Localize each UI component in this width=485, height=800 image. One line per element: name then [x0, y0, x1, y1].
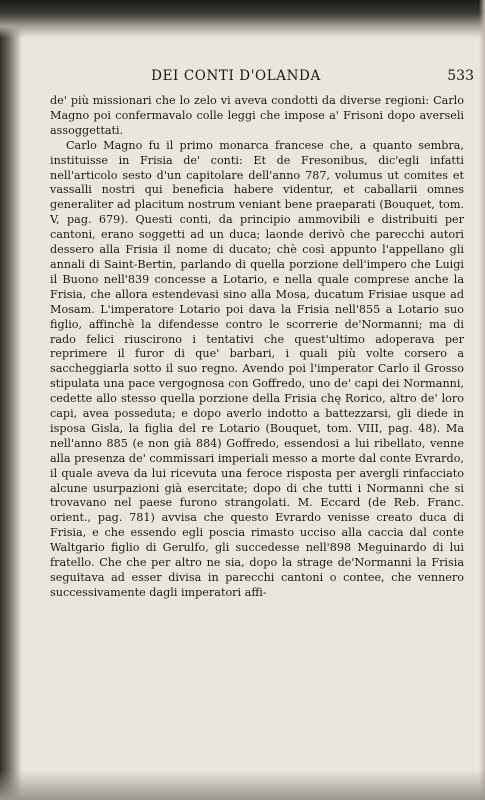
bottom-edge-shadow — [0, 770, 485, 800]
page-header — [44, 66, 474, 88]
page-number: 533 — [447, 68, 474, 84]
body-text — [50, 94, 464, 601]
binding-gutter-shadow — [0, 0, 22, 800]
running-title: DEI CONTI D'OLANDA — [151, 68, 321, 84]
paragraph-continuation: de' più missionari che lo zelo vi aveva condotti da diverse regioni: Carlo Magno poi confermavalo colle leggi che impose a' Frisoni dopo averseli assoggettati. — [50, 94, 464, 137]
right-page-edge — [479, 0, 485, 800]
paragraph-carlo-magno: Carlo Magno fu il primo monarca francese che, a quanto sembra, instituisse in Frisia de' conti: Et de Fresonibus, dic'egli infatti nell'articolo sesto d'un capitolare dell'anno 787, volumus ut comites et vassalli nostri qui beneficia habere videntur, et caballarii omnes generaliter ad placitum nostrum veniant bene praeparati (Bouquet, tom. V, pag. 679). Questi conti, da principio ammovibili e distribuiti per cantoni, erano soggetti ad un duca; laonde derivò che parecchi autori dessero alla Frisia il nome di ducato; chè così appunto l'appellano gli annali di Saint-Bertin, parlando di quella porzione dell'impero che Luigi il Buono nell'839 concesse a Lotario, e nella quale comprese anche la Frisia, che allora estendevasi sino alla Mosa, ducatum Frisiae usque ad Mosam. L'imperatore Lotario poi dava la Frisia nell'855 a Lotario suo figlio, affinchè la difendesse contro le scorrerie de'Normanni; ma di rado felici riuscirono i tentativi che quest'ultimo adoperava per reprimere il furor di que' barbari, i quali più volte corsero a saccheggiarla sotto il suo regno. Avendo poi l'imperator Carlo il Grosso stipulata una pace vergognosa con Goffredo, uno de' capi dei Normanni, cedette allo stesso quella porzione della Frisia chę Rorico, altro de' loro capi, avea posseduta; e dopo averlo indotto a battezzarsi, gli diede in isposa Gisla, la figlia del re Lotario (Bouquet, tom. VIII, pag. 48). Ma nell'anno 885 (e non già 884) Goffredo, essendosi a lui ribellato, venne alla presenza de' commissari imperiali messo a morte dal conte Evrardo, il quale aveva da lui ricevuta una feroce risposta per avergli rinfacciato alcune usurpazioni già esercitate; dopo di che tutti i Normanni che si trovavano nel paese furono strangolati. M. Eccard (de Reb. Franc. orient., pag. 781) avvisa che questo Evrardo venisse creato duca di Frisia, e che essendo egli poscia rimasto ucciso alla caccia dal conte Waltgario figlio di Gerulfo, gli succedesse nell'898 Meguinardo di lui fratello. Che che per altro ne sia, dopo la strage de'Normanni la Frisia seguitava ad esser divisa in parecchi cantoni o contee, che vennero successivamente dagli imperatori affi- — [50, 138, 464, 599]
top-edge-shadow — [0, 0, 485, 38]
